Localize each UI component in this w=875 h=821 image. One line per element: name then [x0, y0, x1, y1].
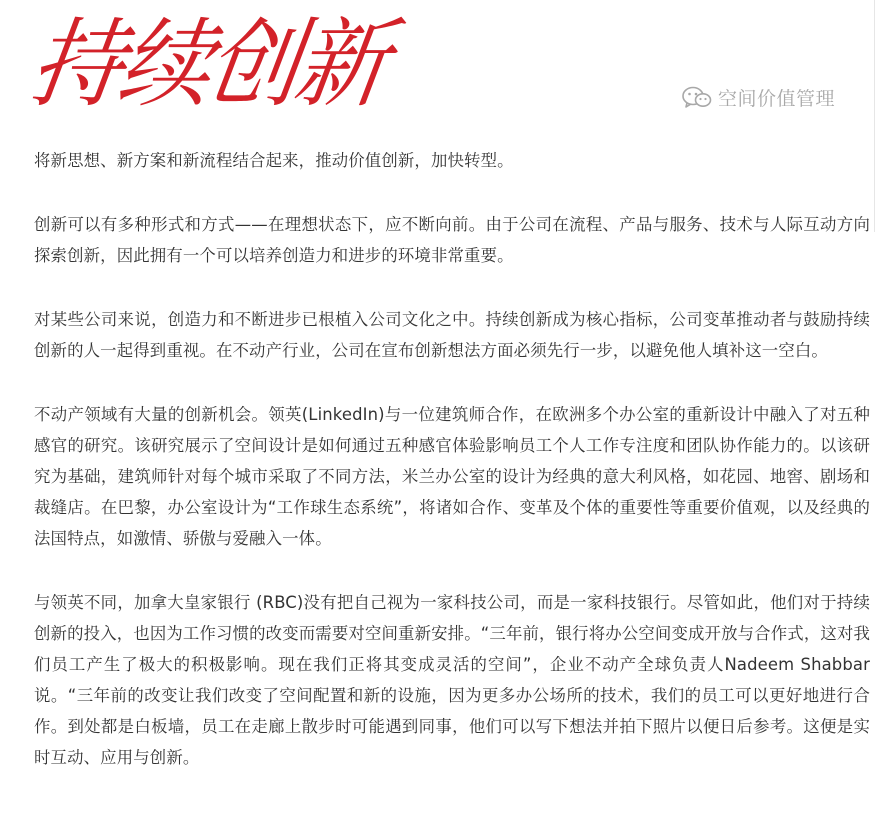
- article-body: [34, 145, 870, 773]
- paragraph-3: 对某些公司来说，创造力和不断进步已根植入公司文化之中。持续创新成为核心指标，公司变革推动者与鼓励持续创新的人一起得到重视。在不动产行业，公司在宣布创新想法方面必须先行一步，以避免他人填补这一空白。: [34, 310, 870, 360]
- calligraphy-title: 持续创新: [23, 8, 392, 121]
- paragraph-4: 不动产领域有大量的创新机会。领英(LinkedIn)与一位建筑师合作，在欧洲多个办公室的重新设计中融入了对五种感官的研究。该研究展示了空间设计是如何通过五种感官体验影响员工个人工作专注度和团队协作能力的。以该研究为基础，建筑师针对每个城市采取了不同方法，米兰办公室的设计为经典的意大利风格，如花园、地窖、剧场和裁缝店。在巴黎，办公室设计为“工作球生态系统”，将诸如合作、变革及个体的重要性等重要价值观，以及经典的法国特点，如激情、骄傲与爱融入一体。: [34, 405, 870, 548]
- paragraph-1: 将新思想、新方案和新流程结合起来，推动价值创新，加快转型。: [34, 151, 514, 170]
- header-banner: [23, 0, 870, 130]
- watermark: [682, 84, 835, 111]
- wechat-icon: [682, 86, 712, 110]
- paragraph-2: 创新可以有多种形式和方式——在理想状态下，应不断向前。由于公司在流程、产品与服务、技术与人际互动方向探索创新，因此拥有一个可以培养创造力和进步的环境非常重要。: [34, 215, 870, 265]
- paragraph-5: 与领英不同，加拿大皇家银行 (RBC)没有把自己视为一家科技公司，而是一家科技银行。尽管如此，他们对于持续创新的投入，也因为工作习惯的改变而需要对空间重新安排。“三年前，银行将办公空间变成开放与合作式，这对我们员工产生了极大的积极影响。现在我们正将其变成灵活的空间”，企业不动产全球负责人Nadeem Shabbar说。“三年前的改变让我们改变了空间配置和新的设施，因为更多办公场所的技术，我们的员工可以更好地进行合作。到处都是白板墙，员工在走廊上散步时可能遇到同事，他们可以写下想法并拍下照片以便日后参考。这便是实时互动、应用与创新。: [34, 593, 870, 767]
- watermark-text: 空间价值管理: [718, 88, 836, 110]
